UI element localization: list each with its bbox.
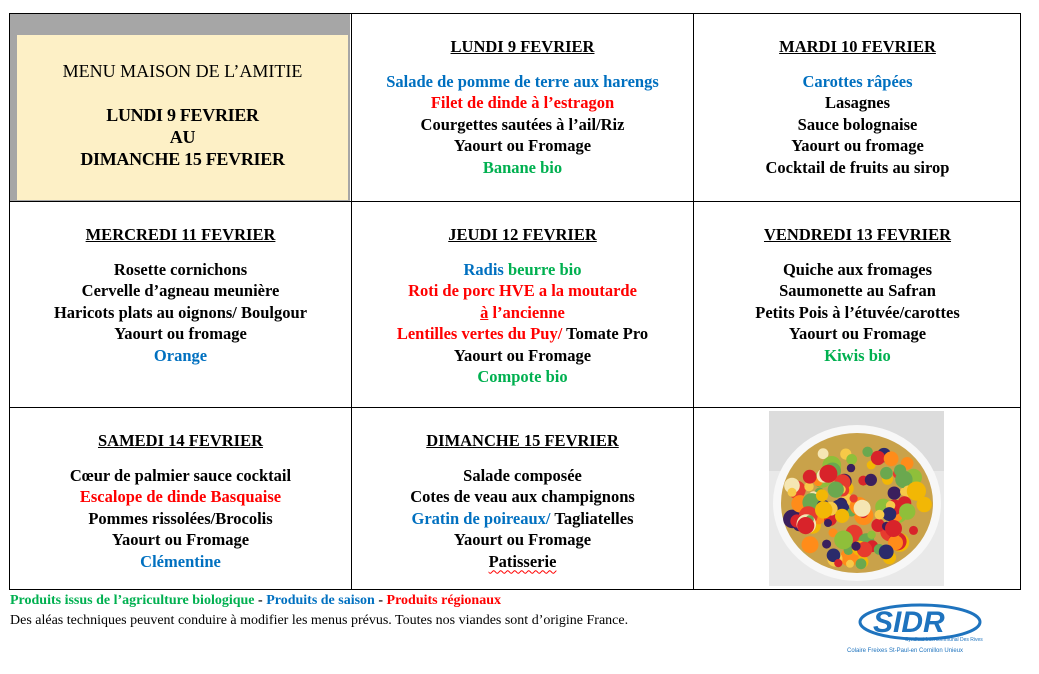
dish-line	[10, 551, 351, 573]
dish-line	[352, 71, 693, 93]
dish-text: Escalope de dinde Basquaise	[79, 487, 282, 506]
fruit-salad-illustration	[769, 411, 944, 586]
fruit-piece	[862, 447, 872, 457]
dish-text: Lasagnes	[824, 93, 891, 112]
fruit-piece	[875, 510, 885, 520]
dish-line	[10, 465, 351, 487]
fruit-piece	[822, 540, 831, 549]
dish-line	[352, 280, 693, 302]
dish-line	[352, 92, 693, 114]
day-cell-jeudi	[352, 224, 693, 388]
dish-line	[694, 302, 1021, 324]
legend	[10, 593, 501, 609]
dish-line	[352, 551, 693, 573]
fruit-piece	[846, 560, 854, 568]
dish-line	[694, 157, 1021, 179]
dish-text: Orange	[153, 345, 208, 365]
fruit-piece	[850, 494, 858, 502]
title-end-date: DIMANCHE 15 FEVRIER	[80, 149, 285, 169]
dish-line	[352, 114, 693, 136]
dish-text: Salade composée	[463, 465, 582, 485]
fruit-piece	[788, 488, 797, 497]
dish-text: Cotes de veau aux champignons	[410, 487, 635, 506]
day-heading: LUNDI 9 FEVRIER	[450, 37, 595, 56]
dish-line	[10, 302, 351, 324]
title-au: AU	[169, 127, 196, 147]
dish-text: Banane bio	[482, 157, 563, 177]
dish-text: Yaourt ou Fromage	[453, 136, 592, 155]
dish-text: Tagliatelles	[550, 508, 634, 528]
fruit-piece	[880, 467, 893, 480]
legend-regional: Produits régionaux	[386, 593, 502, 608]
dish-line	[694, 114, 1021, 136]
dish-text: Carottes râpées	[802, 71, 913, 91]
fruit-piece	[835, 509, 849, 523]
fruit-piece	[856, 558, 867, 569]
fruit-piece	[834, 531, 853, 550]
dish-line	[352, 259, 693, 281]
fruit-piece	[909, 526, 918, 535]
fruit-piece	[917, 497, 932, 512]
dish-line	[694, 135, 1021, 157]
dish-line	[352, 366, 693, 388]
dish-text: Roti de porc HVE a la moutarde	[408, 281, 637, 300]
day-heading: MARDI 10 FEVRIER	[779, 37, 936, 56]
fruit-piece	[867, 531, 875, 539]
dish-text: Yaourt ou fromage	[791, 136, 924, 155]
day-cell-samedi	[10, 430, 351, 572]
dish-line	[694, 92, 1021, 114]
fruit-piece	[871, 451, 885, 465]
day-cell-mercredi	[10, 224, 351, 366]
fruit-piece	[888, 487, 901, 500]
dish-text: Radis	[463, 259, 508, 279]
dish-line	[352, 465, 693, 487]
day-cell-dimanche	[352, 430, 693, 572]
dish-line	[10, 259, 351, 281]
fruit-piece	[884, 451, 899, 466]
dish-text: à	[480, 302, 489, 322]
sidr-logo	[845, 600, 1015, 656]
fruit-piece	[899, 503, 915, 519]
dish-text: Clémentine	[140, 551, 221, 571]
dish-text: Pommes rissolées/Brocolis	[88, 508, 273, 528]
dish-text: Quiche aux fromages	[782, 259, 933, 279]
dish-text: Saumonette au Safran	[779, 281, 936, 300]
menu-title: MENU MAISON DE L’AMITIE	[62, 61, 303, 81]
dish-text: beurre bio	[507, 259, 582, 279]
disclaimer-note: Des aléas techniques peuvent conduire à modifier les menus prévus. Toutes nos viandes sont d’origine France.	[10, 613, 629, 628]
fruit-piece	[834, 559, 842, 567]
dish-line	[10, 345, 351, 367]
dish-line	[352, 345, 693, 367]
fruit-piece	[816, 489, 828, 501]
dish-line	[694, 71, 1021, 93]
fruit-piece	[854, 500, 871, 517]
row-divider	[10, 407, 1020, 408]
dish-line	[694, 259, 1021, 281]
day-cell-vendredi	[694, 224, 1021, 366]
dish-line	[352, 508, 693, 530]
fruit-piece	[824, 519, 832, 527]
dish-text: Compote bio	[477, 367, 568, 386]
dish-line	[352, 323, 693, 345]
day-heading: MERCREDI 11 FEVRIER	[85, 225, 276, 244]
dish-line	[10, 529, 351, 551]
dish-line	[352, 486, 693, 508]
fruit-piece	[815, 501, 832, 518]
dish-line	[352, 529, 693, 551]
legend-bio: Produits issus de l’agriculture biologique	[10, 593, 255, 608]
dish-text: Haricots plats au oignons/ Boulgour	[53, 302, 308, 322]
dish-text: Gratin de poireaux/	[411, 508, 551, 528]
dish-text: Yaourt ou Fromage	[453, 345, 592, 365]
dish-text: Yaourt ou Fromage	[111, 530, 250, 549]
day-cell-mardi	[694, 36, 1021, 178]
dish-text: Yaourt ou Fromage	[788, 324, 927, 343]
dish-line	[694, 280, 1021, 302]
fruit-piece	[865, 474, 877, 486]
fruit-piece	[885, 520, 902, 537]
dish-text: Cervelle d’agneau meunière	[81, 281, 280, 300]
fruit-piece	[819, 465, 837, 483]
fruit-piece	[882, 507, 896, 521]
dish-text: Lentilles vertes du Puy/	[396, 324, 563, 343]
fruit-piece	[828, 482, 844, 498]
legend-separator: -	[254, 593, 267, 608]
dish-line	[694, 323, 1021, 345]
fruit-piece	[851, 542, 860, 551]
dish-text: Yaourt ou fromage	[114, 324, 247, 343]
day-heading: DIMANCHE 15 FEVRIER	[426, 431, 619, 450]
logo-towns-text: Colaire Freixes St-Paul-en Cornillon Unieux	[847, 648, 964, 654]
dish-line	[10, 486, 351, 508]
fruit-piece	[847, 464, 855, 472]
legend-separator: -	[374, 593, 387, 608]
day-heading: SAMEDI 14 FEVRIER	[97, 431, 264, 450]
day-heading: JEUDI 12 FEVRIER	[448, 225, 597, 244]
day-cell-lundi	[352, 36, 693, 178]
dish-text: Salade de pomme de terre aux harengs	[386, 71, 659, 91]
dish-text: Courgettes sautées à l’ail/Riz	[420, 114, 625, 134]
title-start-date: LUNDI 9 FEVRIER	[106, 105, 259, 125]
fruit-piece	[802, 536, 819, 553]
dish-text: Tomate Pro	[562, 324, 649, 343]
fruit-piece	[797, 517, 814, 534]
dish-line	[352, 135, 693, 157]
dish-text: Patisserie	[488, 551, 557, 571]
dish-text: Yaourt ou Fromage	[453, 530, 592, 549]
dish-text: Cœur de palmier sauce cocktail	[69, 465, 292, 485]
dish-line	[10, 323, 351, 345]
title-panel	[17, 35, 348, 200]
day-heading: VENDREDI 13 FEVRIER	[763, 225, 952, 244]
logo-subtitle-text: Syndicat Intercommunal Des Rives	[905, 637, 983, 643]
dish-text: Cocktail de fruits au sirop	[765, 157, 950, 177]
dish-text: Petits Pois à l’étuvée/carottes	[755, 302, 960, 322]
row-divider	[10, 201, 1020, 202]
dish-line	[10, 508, 351, 530]
menu-table	[9, 13, 1021, 590]
fruit-piece	[803, 470, 817, 484]
logo-sidr-text: SIDR	[873, 606, 945, 639]
dish-line	[352, 157, 693, 179]
fruit-piece	[894, 464, 906, 476]
fruit-salad-image	[769, 411, 944, 586]
title-cell	[10, 14, 350, 201]
dish-line	[10, 280, 351, 302]
dish-text: Kiwis bio	[824, 345, 891, 365]
legend-season: Produits de saison	[266, 593, 375, 608]
dish-line	[694, 345, 1021, 367]
dish-text: Filet de dinde à l’estragon	[430, 93, 615, 112]
dish-line	[352, 302, 693, 324]
dish-text: Rosette cornichons	[113, 259, 248, 279]
dish-text: Sauce bolognaise	[797, 114, 918, 134]
fruit-piece	[879, 545, 894, 560]
dish-text: l’ancienne	[488, 302, 565, 322]
fruit-piece	[846, 454, 857, 465]
